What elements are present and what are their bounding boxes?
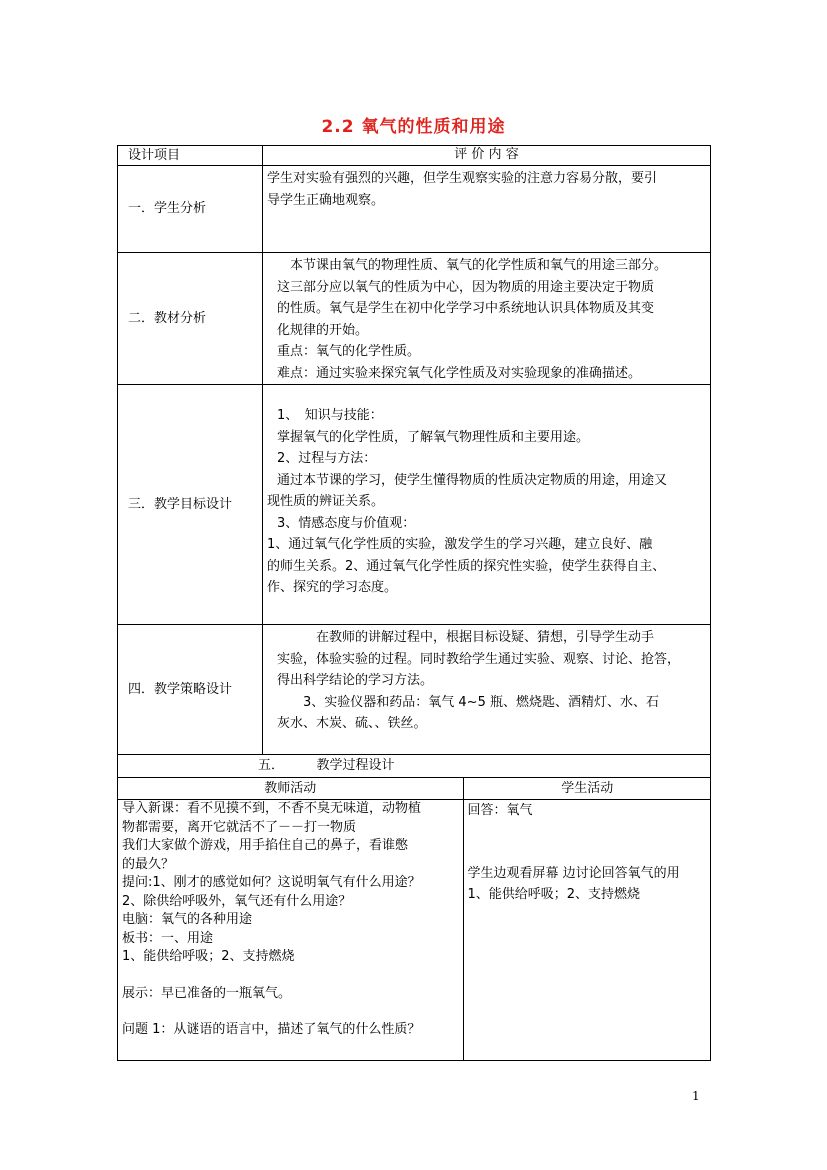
content-line: 的师生关系。2、通过氧气化学性质的探究性实验，使学生获得自主、 <box>267 558 666 574</box>
content-line: 3、情感态度与价值观： <box>277 515 416 531</box>
document-title: 2.2 氧气的性质和用途 <box>321 117 506 137</box>
section-row-student-analysis <box>118 166 711 253</box>
teacher-line: 问题 1：从谜语的语言中，描述了氧气的什么性质？ <box>122 1022 421 1037</box>
content-line: 在教师的讲解过程中，根据目标设疑、猜想，引导学生动手 <box>277 630 655 645</box>
teacher-line: 板书：一、用途 <box>122 930 214 946</box>
content-line: 3、实验仪器和药品：氧气 4~5 瓶、燃烧匙、酒精灯、水、石 <box>277 694 659 710</box>
student-activity-content <box>463 800 711 1060</box>
teacher-line: 展示：早已准备的一瓶氧气。 <box>122 985 292 1001</box>
student-line <box>468 842 708 863</box>
content-line: 2、过程与方法： <box>277 451 377 466</box>
process-table <box>118 778 711 1060</box>
section-label: 三．教学目标设计 <box>118 385 263 625</box>
content-line: 灰水、木炭、硫、、铁丝。 <box>277 716 427 731</box>
content-line: 1、 知识与技能： <box>277 408 383 423</box>
teacher-line: 2、除供给呼吸外，氧气还有什么用途？ <box>122 893 352 909</box>
process-row <box>118 777 711 1060</box>
student-activity-header: 学生活动 <box>463 778 711 800</box>
content-line: 掌握氧气的化学性质，了解氧气物理性质和主要用途。 <box>277 429 590 445</box>
section-content <box>263 253 711 385</box>
teacher-line: 1、能供给呼吸；2、支持燃烧 <box>122 949 295 964</box>
content-line: 重点：氧气的化学性质。 <box>277 344 421 359</box>
content-line: 本节课由氧气的物理性质、氧气的化学性质和氧气的用途三部分。 <box>277 258 668 273</box>
content-line: 难点：通过实验来探究氧气化学性质及对实验现象的准确描述。 <box>277 365 642 381</box>
teacher-line <box>122 967 459 985</box>
content-line: 作、探究的学习态度。 <box>267 580 398 595</box>
content-line: 得出科学结论的学习方法。 <box>277 673 434 688</box>
teacher-activity-content <box>118 800 463 1060</box>
content-line: 通过本节课的学习，使学生懂得物质的性质决定物质的用途，用途又 <box>277 472 668 488</box>
table-header-row <box>118 146 711 166</box>
student-line: 回答：氧气 <box>467 803 533 818</box>
section-content <box>263 625 711 755</box>
teacher-line: 提问:1、刚才的感觉如何？这说明氧气有什么用途？ <box>122 875 421 890</box>
section-label: 四．教学策略设计 <box>118 625 263 755</box>
header-design-item: 设计项目 <box>118 146 263 166</box>
section-row-textbook-analysis <box>118 253 711 385</box>
teacher-line: 物都需要，离开它就活不了－－打一物质 <box>122 819 357 835</box>
section-content <box>263 385 711 625</box>
section-row-teaching-strategy <box>118 625 711 755</box>
teacher-line: 电脑：氧气的各种用途 <box>122 912 253 927</box>
lesson-plan-table <box>117 145 711 1061</box>
section-label: 二．教材分析 <box>118 253 263 385</box>
content-line: 实验，体验实验的过程。同时教给学生通过实验、观察、讨论、抢答， <box>277 651 681 667</box>
content-line: 这三部分应以氧气的性质为中心，因为物质的用途主要决定于物质 <box>277 279 655 295</box>
content-line: 导学生正确地观察。 <box>267 192 385 208</box>
process-cell <box>118 777 711 1060</box>
teacher-line: 的最久？ <box>122 856 175 872</box>
section-label: 一．学生分析 <box>118 166 263 253</box>
teacher-activity-header: 教师活动 <box>118 778 463 800</box>
student-line: 1、能供给呼吸；2、支持燃烧 <box>467 887 641 902</box>
page-number: 1 <box>692 1089 700 1103</box>
section-row-teaching-objectives <box>118 385 711 625</box>
section-content <box>263 166 711 253</box>
student-line: 学生边观看屏幕 边讨论回答氧气的用 <box>467 866 680 881</box>
process-title: 五． 教学过程设计 <box>118 755 711 778</box>
content-line: 化规律的开始。 <box>277 322 369 338</box>
teacher-line: 导入新课：看不见摸不到，不香不臭无味道，动物植 <box>122 801 422 816</box>
teacher-line: 我们大家做个游戏，用手掐住自己的鼻子，看谁憋 <box>122 838 409 853</box>
student-line <box>468 821 708 842</box>
header-evaluation-content: 评 价 内 容 <box>263 146 711 166</box>
content-line: 1、通过氧气化学性质的实验，激发学生的学习兴趣，建立良好、融 <box>267 537 653 552</box>
content-line: 的性质。氧气是学生在初中化学学习中系统地认识具体物质及其变 <box>277 301 655 316</box>
process-title-row <box>118 755 711 778</box>
content-line: 现性质的辨证关系。 <box>267 494 385 509</box>
content-line: 学生对实验有强烈的兴趣，但学生观察实验的注意力容易分散，要引 <box>267 171 658 186</box>
teacher-line <box>122 1003 459 1021</box>
